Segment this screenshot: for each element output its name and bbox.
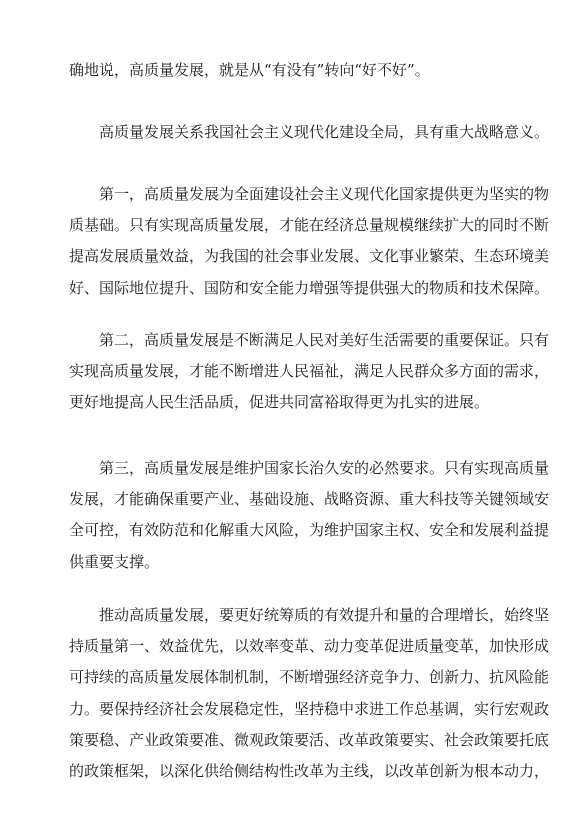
text-line: 确地说，高质量发展，就是从“有没有”转向“好不好”。 <box>69 61 430 79</box>
text-line: 质基础。只有实现高质量发展，才能在经济总量规模继续扩大的同时不断 <box>69 216 550 235</box>
text-line: 实现高质量发展，才能不断增进人民福祉，满足人民群众多方面的需求， <box>69 362 550 381</box>
paragraph-5 <box>69 600 549 787</box>
paragraph-0 <box>69 55 430 86</box>
paragraph-2 <box>69 179 549 304</box>
text-line: 提高发展质量效益，为我国的社会事业发展、文化事业繁荣、生态环境美 <box>69 247 550 266</box>
paragraph-4 <box>69 453 549 578</box>
text-line: 更好地提高人民生活品质，促进共同富裕取得更为扎实的进展。 <box>69 393 490 412</box>
text-line: 可持续的高质量发展体制机制，不断增强经济竞争力、创新力、抗风险能 <box>69 668 550 687</box>
text-line: 高质量发展关系我国社会主义现代化建设全局，具有重大战略意义。 <box>69 123 550 141</box>
text-line: 供重要支撑。 <box>69 552 160 571</box>
text-line: 第一，高质量发展为全面建设社会主义现代化国家提供更为坚实的物 <box>69 185 550 203</box>
text-line: 力。要保持经济社会发展稳定性，坚持稳中求进工作总基调，实行宏观政 <box>69 699 550 718</box>
text-line: 持质量第一、效益优先，以效率变革、动力变革促进质量变革，加快形成 <box>69 637 550 656</box>
paragraph-1 <box>69 117 549 148</box>
text-line: 推动高质量发展，要更好统筹质的有效提升和量的合理增长，始终坚 <box>69 606 550 624</box>
text-line: 发展，才能确保重要产业、基础设施、战略资源、重大科技等关键领域安 <box>69 490 550 509</box>
text-line: 的政策框架，以深化供给侧结构性改革为主线，以改革创新为根本动力， <box>69 761 550 780</box>
text-line: 全可控，有效防范和化解重大风险，为维护国家主权、安全和发展利益提 <box>69 521 550 540</box>
paragraph-3 <box>69 325 549 419</box>
text-line: 好、国际地位提升、国防和安全能力增强等提供强大的物质和技术保障。 <box>69 278 550 297</box>
text-line: 策要稳、产业政策要准、微观政策要活、改革政策要实、社会政策要托底 <box>69 730 550 749</box>
text-line: 第二，高质量发展是不断满足人民对美好生活需要的重要保证。只有 <box>69 331 550 349</box>
text-line: 第三，高质量发展是维护国家长治久安的必然要求。只有实现高质量 <box>69 459 550 477</box>
